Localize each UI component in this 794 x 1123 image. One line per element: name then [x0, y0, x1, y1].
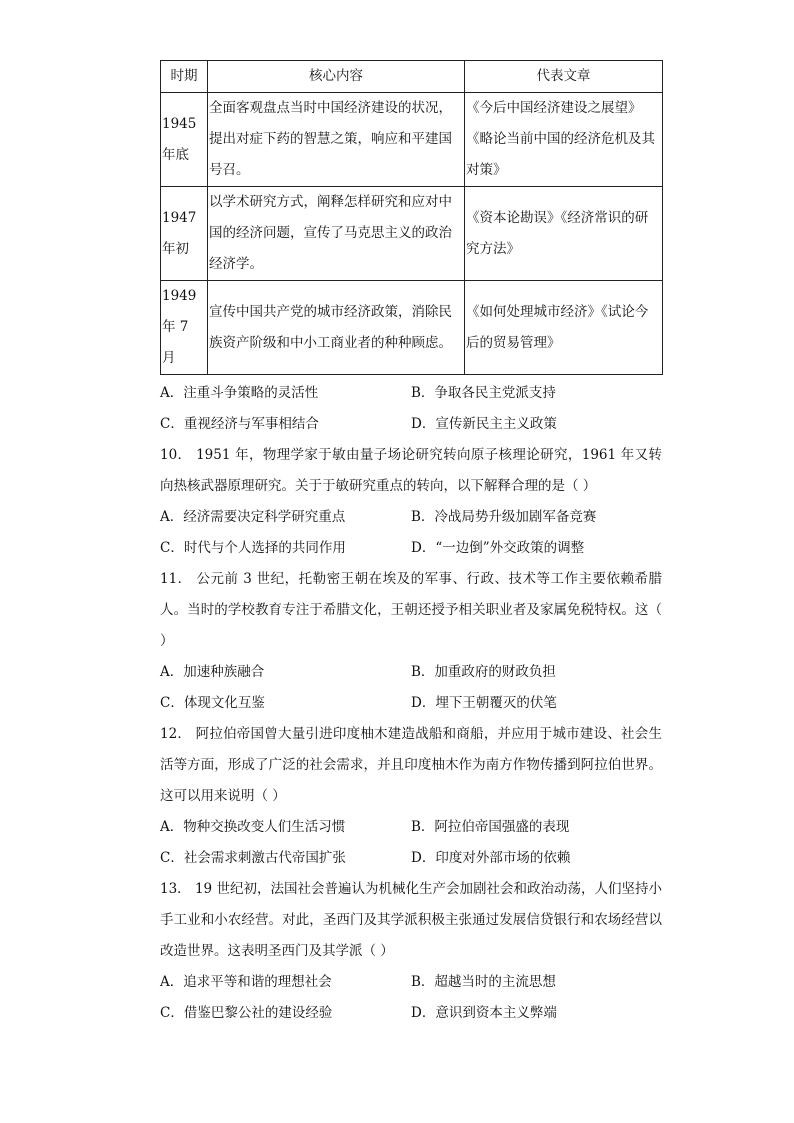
row-articles: 《资本论勘误》《经济常识的研究方法》	[465, 187, 663, 281]
q10-option-d: D．“一边倒”外交政策的调整	[411, 540, 585, 556]
table-row	[161, 281, 663, 375]
q12-option-c: C．社会需求刺激古代帝国扩张	[160, 850, 346, 866]
question-10	[160, 440, 662, 564]
table-row	[161, 93, 663, 187]
row-content: 以学术研究方式，阐释怎样研究和应对中国的经济问题，宣传了马克思主义的政治经济学。	[208, 187, 465, 281]
q11-stem: 11． 公元前 3 世纪，托勒密王朝在埃及的军事、行政、技术等工作主要依赖希腊人。当时的学校教育专注于希腊文化，王朝还授予相关职业者及家属免税特权。这（ ）	[160, 571, 662, 649]
question-9	[160, 378, 662, 440]
row-period: 1947 年初	[161, 187, 208, 281]
header-period: 时期	[161, 61, 208, 93]
row-content: 宣传中国共产党的城市经济政策，消除民族资产阶级和中小工商业者的种种顾虑。	[208, 281, 465, 375]
q9-option-a: A．注重斗争策略的灵活性	[160, 385, 319, 401]
q13-option-c: C．借鉴巴黎公社的建设经验	[160, 1005, 333, 1021]
q13-option-b: B．超越当时的主流思想	[411, 974, 556, 990]
q12-stem: 12． 阿拉伯帝国曾大量引进印度柚木建造战船和商船，并应用于城市建设、社会生活等方面，形成了广泛的社会需求，并且印度柚木作为南方作物传播到阿拉伯世界。这可以用来说明（ ）	[160, 726, 662, 804]
q11-option-d: D．埋下王朝覆灭的伏笔	[411, 695, 557, 711]
table-row	[161, 187, 663, 281]
row-articles: 《如何处理城市经济》《试论今后的贸易管理》	[465, 281, 663, 375]
header-content: 核心内容	[208, 61, 465, 93]
question-list	[160, 378, 662, 1029]
table-header-row	[161, 61, 663, 93]
q11-option-c: C．体现文化互鉴	[160, 695, 265, 711]
row-articles: 《今后中国经济建设之展望》《略论当前中国的经济危机及其对策》	[465, 93, 663, 187]
question-12	[160, 719, 662, 874]
q13-option-d: D．意识到资本主义弊端	[411, 1005, 557, 1021]
economic-articles-table	[160, 60, 663, 375]
q10-option-c: C．时代与个人选择的共同作用	[160, 540, 346, 556]
q13-stem: 13． 19 世纪初，法国社会普遍认为机械化生产会加剧社会和政治动荡，人们坚持小手工业和小农经营。对此，圣西门及其学派积极主张通过发展信贷银行和农场经营以改造世界。这表明圣西门及其学派（ ）	[160, 881, 662, 959]
q12-option-b: B．阿拉伯帝国强盛的表现	[411, 819, 570, 835]
question-13	[160, 874, 662, 1029]
row-period: 1949 年 7 月	[161, 281, 208, 375]
row-content: 全面客观盘点当时中国经济建设的状况，提出对症下药的智慧之策，响应和平建国号召。	[208, 93, 465, 187]
q11-option-b: B．加重政府的财政负担	[411, 664, 556, 680]
q9-option-d: D．宣传新民主主义政策	[411, 416, 557, 432]
q9-option-c: C．重视经济与军事相结合	[160, 416, 319, 432]
q10-option-a: A．经济需要决定科学研究重点	[160, 509, 346, 525]
row-period: 1945 年底	[161, 93, 208, 187]
q11-option-a: A．加速种族融合	[160, 664, 265, 680]
q10-stem: 10． 1951 年，物理学家于敏由量子场论研究转向原子核理论研究，1961 年又转向热核武器原理研究。关于于敏研究重点的转向，以下解释合理的是（ ）	[160, 447, 662, 494]
q9-option-b: B．争取各民主党派支持	[411, 385, 556, 401]
q12-option-a: A．物种交换改变人们生活习惯	[160, 819, 346, 835]
q12-option-d: D．印度对外部市场的依赖	[411, 850, 571, 866]
question-11	[160, 564, 662, 719]
header-articles: 代表文章	[465, 61, 663, 93]
q10-option-b: B．冷战局势升级加剧军备竞赛	[411, 509, 597, 525]
q13-option-a: A．追求平等和谐的理想社会	[160, 974, 332, 990]
